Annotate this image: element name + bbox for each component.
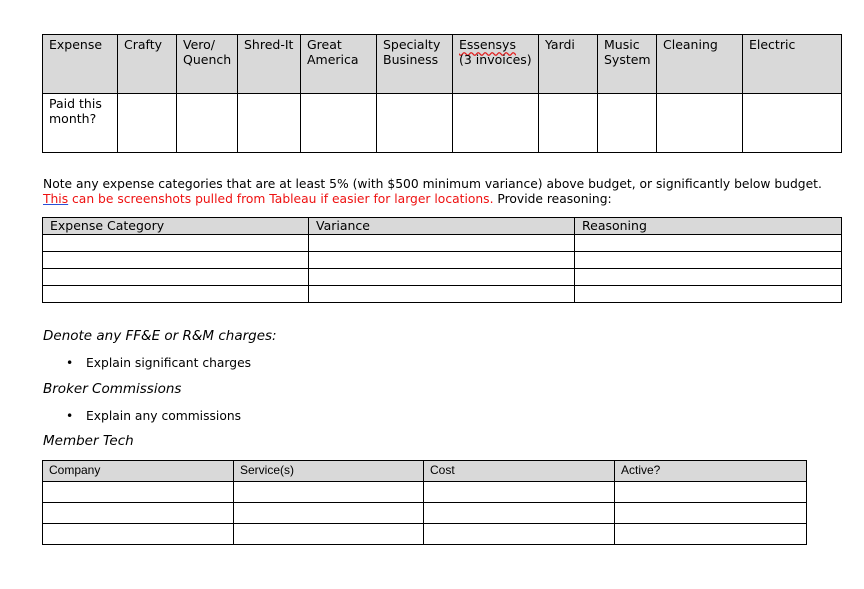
header-expense-category: Expense Category [43, 218, 309, 235]
header-services: Service(s) [234, 461, 424, 482]
cost-cell[interactable] [424, 524, 615, 545]
essensys-word: Essensys [459, 37, 516, 52]
reasoning-cell[interactable] [575, 286, 842, 303]
services-cell[interactable] [234, 524, 424, 545]
variance-cell[interactable] [309, 252, 575, 269]
broker-bullet-text: Explain any commissions [86, 409, 242, 423]
header-expense: Expense [43, 35, 118, 94]
note-red-first-word: This [43, 191, 69, 206]
header-company: Company [43, 461, 234, 482]
header-yardi: Yardi [539, 35, 598, 94]
expense-category-cell[interactable] [43, 235, 309, 252]
table-row [43, 252, 842, 269]
cost-cell[interactable] [424, 482, 615, 503]
reasoning-cell[interactable] [575, 269, 842, 286]
broker-bullet [66, 409, 241, 423]
header-cost: Cost [424, 461, 615, 482]
services-cell[interactable] [234, 482, 424, 503]
member-tech-table [42, 460, 807, 545]
variance-header-row [43, 218, 842, 235]
paid-cell[interactable] [177, 94, 238, 153]
variance-table [42, 217, 842, 303]
member-tech-heading: Member Tech [43, 433, 134, 449]
variance-note [43, 177, 843, 206]
table-row [43, 269, 842, 286]
expense-category-cell[interactable] [43, 269, 309, 286]
broker-commissions-heading: Broker Commissions [43, 381, 182, 397]
table-row [43, 286, 842, 303]
variance-cell[interactable] [309, 269, 575, 286]
header-cleaning: Cleaning [657, 35, 743, 94]
note-line-1: Note any expense categories that are at least 5% (with $500 minimum variance) above budget, or significantly below budget. [43, 177, 822, 191]
table-row [43, 503, 807, 524]
note-red-text: can be screenshots pulled from Tableau if easier for larger locations. [68, 191, 494, 206]
services-cell[interactable] [234, 503, 424, 524]
paid-cell[interactable] [743, 94, 842, 153]
header-active: Active? [615, 461, 807, 482]
table-row [43, 235, 842, 252]
paid-cell[interactable] [598, 94, 657, 153]
expense-paid-table [42, 34, 842, 153]
reasoning-cell[interactable] [575, 235, 842, 252]
bullet-icon: • [66, 356, 74, 370]
variance-cell[interactable] [309, 286, 575, 303]
header-variance: Variance [309, 218, 575, 235]
company-cell[interactable] [43, 503, 234, 524]
header-specialty-business: Specialty Business [377, 35, 453, 94]
table-row [43, 482, 807, 503]
header-great-america: Great America [301, 35, 377, 94]
expense-category-cell[interactable] [43, 252, 309, 269]
table-row [43, 524, 807, 545]
paid-this-month-row [43, 94, 842, 153]
header-crafty: Crafty [118, 35, 177, 94]
expense-category-cell[interactable] [43, 286, 309, 303]
header-electric: Electric [743, 35, 842, 94]
header-vero-quench: Vero/ Quench [177, 35, 238, 94]
active-cell[interactable] [615, 503, 807, 524]
bullet-icon: • [66, 409, 74, 423]
paid-cell[interactable] [118, 94, 177, 153]
ffe-bullet-text: Explain significant charges [86, 356, 252, 370]
header-music-system: Music System [598, 35, 657, 94]
expense-header-row [43, 35, 842, 94]
company-cell[interactable] [43, 524, 234, 545]
ffe-rm-heading: Denote any FF&E or R&M charges: [43, 328, 277, 344]
active-cell[interactable] [615, 524, 807, 545]
header-shred-it: Shred-It [238, 35, 301, 94]
paid-cell[interactable] [238, 94, 301, 153]
note-black-text: Provide reasoning: [493, 191, 612, 206]
ffe-bullet [66, 356, 251, 370]
company-cell[interactable] [43, 482, 234, 503]
paid-cell[interactable] [539, 94, 598, 153]
cost-cell[interactable] [424, 503, 615, 524]
variance-cell[interactable] [309, 235, 575, 252]
row-label-paid: Paid this month? [43, 94, 118, 153]
header-essensys: Essensys (3 invoices) [453, 35, 539, 94]
note-line-2 [43, 192, 843, 207]
reasoning-cell[interactable] [575, 252, 842, 269]
member-tech-header-row [43, 461, 807, 482]
header-reasoning: Reasoning [575, 218, 842, 235]
paid-cell[interactable] [453, 94, 539, 153]
active-cell[interactable] [615, 482, 807, 503]
paid-cell[interactable] [657, 94, 743, 153]
paid-cell[interactable] [301, 94, 377, 153]
paid-cell[interactable] [377, 94, 453, 153]
